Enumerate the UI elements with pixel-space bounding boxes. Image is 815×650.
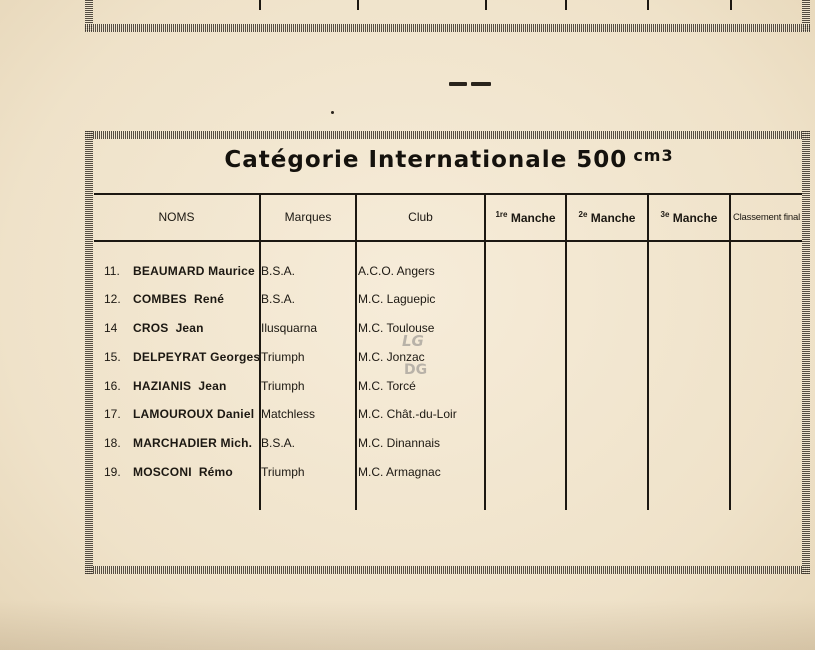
manche-3-label: Manche [672,211,718,225]
rider-name [133,407,254,421]
watermark-stamp [398,332,448,380]
watermark-line-1: LG [402,332,424,350]
rider-firstname: Maurice [208,264,255,278]
rider-number: 12. [104,292,121,306]
rider-surname: BEAUMARD [133,264,205,278]
column-tick [730,0,732,10]
rider-club: M.C. Laguepic [358,292,436,306]
manche-3-ordinal: 3e [660,210,670,219]
rider-number: 11. [104,264,120,278]
manche-1-label: Manche [510,211,556,225]
rider-firstname: Rémo [198,465,233,479]
rider-number: 17. [104,407,121,421]
rider-surname: COMBES [133,292,187,306]
rider-firstname: Daniel [217,407,255,421]
table-right-border [802,131,810,574]
category-title-unit: cm3 [633,146,674,165]
table-bottom-border [85,566,810,574]
column-separator [484,195,486,510]
rider-firstname: Jean [175,321,204,335]
rider-make: Triumph [261,350,305,364]
rider-number: 18. [104,436,121,450]
rider-name [133,465,233,479]
rider-number: 15. [104,350,121,364]
column-tick [259,0,261,10]
rider-make: Triumph [261,379,305,393]
rider-number: 16. [104,379,121,393]
header-manche-1 [486,210,565,228]
header-manche-3 [649,210,729,228]
rider-surname: MOSCONI [133,465,192,479]
rider-make: B.S.A. [261,264,296,278]
previous-table-frame [85,0,810,32]
rider-make: Triumph [261,465,305,479]
rider-firstname: Jean [198,379,227,393]
category-title-main: Catégorie Internationale 500 [224,147,628,173]
rider-name [133,292,224,306]
rider-surname: LAMOUROUX [133,407,214,421]
manche-1-ordinal: 1re [495,210,508,219]
decorative-dash-ornament [449,82,491,88]
rider-name [133,436,252,450]
rider-surname: MARCHADIER [133,436,217,450]
rider-name [133,264,255,278]
rider-make: B.S.A. [261,436,296,450]
header-marques: Marques [284,210,332,224]
column-separator [565,195,567,510]
title-rule [94,193,802,195]
rider-surname: CROS [133,321,169,335]
rider-surname: HAZIANIS [133,379,192,393]
rider-club: M.C. Jonzac [358,350,425,364]
rider-firstname: Mich. [220,436,253,450]
table-left-border [85,131,93,574]
header-rule [94,240,802,242]
column-separator [729,195,731,510]
rider-number: 14 [104,321,118,335]
column-tick [565,0,567,10]
header-club: Club [408,210,433,224]
header-classement-final: Classement final [732,212,801,223]
column-tick [357,0,359,10]
rider-name [133,379,227,393]
rider-make: Ilusquarna [261,321,318,335]
rider-club: A.C.O. Angers [358,264,435,278]
column-separator [647,195,649,510]
table-top-border [85,131,810,139]
rider-club: M.C. Armagnac [358,465,441,479]
frame-bottom-border [85,24,810,32]
header-noms: NOMS [158,210,195,224]
manche-2-ordinal: 2e [578,210,588,219]
rider-name [133,321,204,335]
rider-club: M.C. Torcé [358,379,416,393]
column-separator [355,195,357,510]
ink-speck [331,111,334,114]
rider-surname: DELPEYRAT [133,350,207,364]
rider-make: Matchless [261,407,316,421]
rider-make: B.S.A. [261,292,296,306]
header-manche-2 [567,210,647,228]
rider-firstname: René [193,292,225,306]
manche-2-label: Manche [590,211,636,225]
category-title [96,146,802,173]
column-tick [647,0,649,10]
rider-number: 19. [104,465,121,479]
watermark-line-2: DG [404,362,428,378]
page-shadow [0,600,815,650]
rider-club: M.C. Toulouse [358,321,435,335]
rider-club: M.C. Chât.-du-Loir [358,407,457,421]
column-tick [485,0,487,10]
rider-club: M.C. Dinannais [358,436,441,450]
rider-name [133,350,260,364]
rider-firstname: Georges [210,350,261,364]
